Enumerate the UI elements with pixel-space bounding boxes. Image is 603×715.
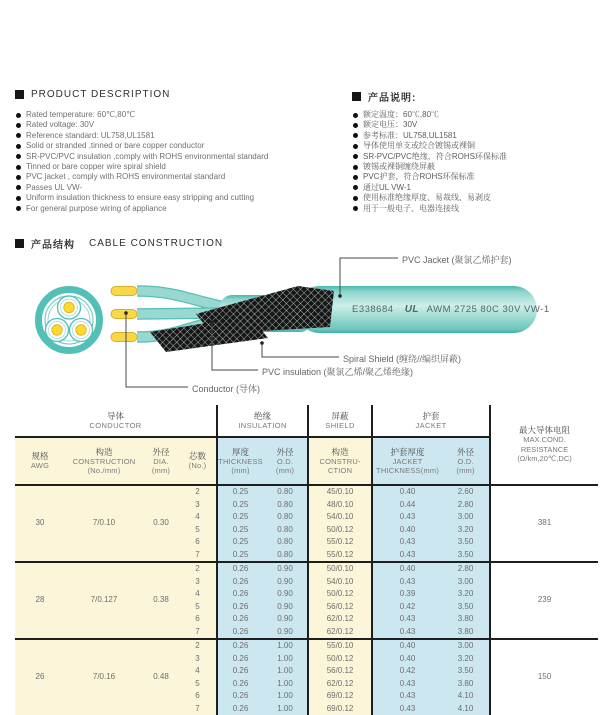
cell-cores: 4 <box>179 511 217 524</box>
group-header-row <box>15 405 598 437</box>
section-marker-icon <box>352 92 361 101</box>
cell-jacket-od: 4.10 <box>442 703 490 715</box>
cell-ins-thickness: 0.25 <box>217 536 263 549</box>
bullet-text: 额定电压：30V <box>363 120 417 130</box>
cell-jacket-thickness: 0.39 <box>372 588 442 601</box>
bullet-icon <box>16 144 21 149</box>
cell-shield-construction: 48/0.10 <box>308 499 372 512</box>
resistance-header <box>490 405 598 485</box>
cell-ins-od: 0.90 <box>263 588 308 601</box>
cell-shield-construction: 54/0.10 <box>308 511 372 524</box>
cell-ins-od: 0.80 <box>263 549 308 563</box>
bullet-icon <box>353 133 358 138</box>
cell-ins-od: 0.90 <box>263 576 308 589</box>
cell-jacket-thickness: 0.43 <box>372 549 442 563</box>
cell-shield-construction: 50/0.12 <box>308 524 372 537</box>
bullet-item <box>353 131 507 141</box>
cell-jacket-od: 3.20 <box>442 524 490 537</box>
bullet-item <box>353 204 507 214</box>
cell-cores: 6 <box>179 536 217 549</box>
cell-jacket-thickness: 0.40 <box>372 653 442 666</box>
cell-ins-od: 0.80 <box>263 485 308 499</box>
cell-ins-od: 1.00 <box>263 703 308 715</box>
cell-jacket-thickness: 0.43 <box>372 613 442 626</box>
bullet-item <box>353 110 507 120</box>
bullet-icon <box>16 133 21 138</box>
cell-shield-construction: 45/0.10 <box>308 485 372 499</box>
cell-jacket-thickness: 0.42 <box>372 665 442 678</box>
col-header-ins-thickness: 厚度 THICKNESS (mm) <box>217 437 263 485</box>
cell-jacket-thickness: 0.40 <box>372 485 442 499</box>
cell-shield-construction: 62/0.12 <box>308 626 372 640</box>
ul-mark-icon: UL <box>405 304 419 315</box>
product-description-list <box>16 110 268 214</box>
col-header-cores: 芯数 (No.) <box>179 437 217 485</box>
cell-shield-construction: 69/0.12 <box>308 703 372 715</box>
bullet-icon <box>353 175 358 180</box>
cell-jacket-thickness: 0.43 <box>372 536 442 549</box>
shield-label: Spiral Shield (缠绕//编织屏蔽) <box>343 352 461 365</box>
group-title-en: JACKET <box>373 421 489 431</box>
cell-jacket-thickness: 0.40 <box>372 524 442 537</box>
bullet-text: PVC护套，符合ROHS环保标准 <box>363 172 475 182</box>
cell-shield-construction: 50/0.10 <box>308 562 372 576</box>
bullet-text: Rated temperature: 60℃,80℃ <box>26 110 135 120</box>
bullet-text: 使用标准绝缘厚度、易裁线、易剥皮 <box>363 193 491 203</box>
group-header-shield <box>308 405 372 437</box>
cell-awg: 26 <box>15 639 65 715</box>
cell-cores: 7 <box>179 626 217 640</box>
bullet-text: Reference standard: UL758,UL1581 <box>26 131 155 141</box>
cell-construction: 7/0.127 <box>65 562 143 639</box>
cell-ins-thickness: 0.26 <box>217 703 263 715</box>
cell-jacket-od: 2.80 <box>442 499 490 512</box>
group-title-en: SHIELD <box>309 421 371 431</box>
construction-title-en: CABLE CONSTRUCTION <box>89 238 223 249</box>
conductor-tips <box>111 287 137 342</box>
cell-jacket-thickness: 0.40 <box>372 562 442 576</box>
cell-cores: 5 <box>179 678 217 691</box>
bullet-item <box>16 131 268 141</box>
cell-jacket-od: 3.50 <box>442 536 490 549</box>
product-notes-list <box>353 110 507 214</box>
product-notes-title: 产品说明: <box>368 89 416 104</box>
bullet-text: 通过UL VW-1 <box>363 183 411 193</box>
cell-cores: 5 <box>179 601 217 614</box>
cell-ins-od: 0.90 <box>263 562 308 576</box>
group-title-cn: 护套 <box>373 411 489 421</box>
cell-construction: 7/0.10 <box>65 485 143 562</box>
cell-shield-construction: 69/0.12 <box>308 690 372 703</box>
bullet-item <box>353 162 507 172</box>
cell-jacket-od: 3.00 <box>442 511 490 524</box>
cell-shield-construction: 50/0.12 <box>308 653 372 666</box>
cell-jacket-od: 3.80 <box>442 626 490 640</box>
bullet-item <box>353 152 507 162</box>
group-title-cn: 导体 <box>15 411 216 421</box>
cell-jacket-od: 3.50 <box>442 601 490 614</box>
cell-ins-od: 1.00 <box>263 678 308 691</box>
cell-ins-thickness: 0.26 <box>217 653 263 666</box>
cell-dia: 0.30 <box>143 485 179 562</box>
bullet-item <box>16 204 268 214</box>
section-marker-icon <box>15 239 24 248</box>
jacket-label: PVC Jacket (聚氯乙烯护套) <box>402 253 512 266</box>
bullet-text: 参考标准：UL758,UL1581 <box>363 131 457 141</box>
bullet-text: For general purpose wiring of appliance <box>26 204 167 214</box>
stripped-cable-illustration <box>111 286 537 352</box>
cell-jacket-od: 2.80 <box>442 562 490 576</box>
cell-cores: 6 <box>179 613 217 626</box>
cell-ins-thickness: 0.25 <box>217 524 263 537</box>
cell-jacket-od: 4.10 <box>442 690 490 703</box>
cable-print-legend <box>352 304 550 315</box>
cell-shield-construction: 50/0.12 <box>308 588 372 601</box>
bullet-icon <box>353 165 358 170</box>
cell-jacket-od: 3.50 <box>442 665 490 678</box>
cell-shield-construction: 62/0.12 <box>308 678 372 691</box>
awg-group <box>15 562 598 639</box>
cell-ins-od: 0.80 <box>263 499 308 512</box>
cell-jacket-thickness: 0.43 <box>372 678 442 691</box>
cell-jacket-od: 3.80 <box>442 613 490 626</box>
cell-ins-od: 1.00 <box>263 690 308 703</box>
cell-jacket-od: 3.20 <box>442 588 490 601</box>
cell-ins-od: 1.00 <box>263 653 308 666</box>
awg-group <box>15 485 598 562</box>
cell-awg: 28 <box>15 562 65 639</box>
bullet-text: SR-PVC/PVC绝缘，符合ROHS环保标准 <box>363 152 507 162</box>
bullet-item <box>16 172 268 182</box>
cell-ins-thickness: 0.25 <box>217 485 263 499</box>
group-title-cn: 绝缘 <box>218 411 307 421</box>
cell-cores: 6 <box>179 690 217 703</box>
cell-jacket-thickness: 0.43 <box>372 626 442 640</box>
cell-dia: 0.48 <box>143 639 179 715</box>
group-header-conductor <box>15 405 217 437</box>
col-header-shield-construction: 构造 CONSTRU- CTION <box>308 437 372 485</box>
bullet-icon <box>353 154 358 159</box>
cell-awg: 30 <box>15 485 65 562</box>
bullet-text: 导体使用单支或绞合镀锡或裸铜 <box>363 141 475 151</box>
cell-ins-thickness: 0.25 <box>217 549 263 563</box>
bullet-text: 额定温度：60℃,80℃ <box>363 110 439 120</box>
spec-table <box>15 405 598 715</box>
insulation-label: PVC insulation (聚氯乙烯/聚乙烯绝缘) <box>262 365 413 378</box>
cell-cores: 7 <box>179 703 217 715</box>
bullet-text: Solid or stranded ,tinned or bare copper conductor <box>26 141 204 151</box>
cell-ins-thickness: 0.26 <box>217 678 263 691</box>
cell-ins-od: 0.80 <box>263 524 308 537</box>
cell-jacket-thickness: 0.43 <box>372 576 442 589</box>
resistance-header-unit: (Ω/km,20℃,DC) <box>491 454 598 464</box>
bullet-icon <box>16 154 21 159</box>
cell-dia: 0.38 <box>143 562 179 639</box>
bullet-item <box>16 120 268 130</box>
cell-ins-od: 1.00 <box>263 665 308 678</box>
bullet-text: 镀锡或裸铜缠绕屏蔽 <box>363 162 435 172</box>
cell-cores: 4 <box>179 665 217 678</box>
cell-cores: 2 <box>179 562 217 576</box>
cell-jacket-od: 3.80 <box>442 678 490 691</box>
cell-shield-construction: 56/0.12 <box>308 665 372 678</box>
bullet-icon <box>16 113 21 118</box>
cable-cross-section-icon <box>39 290 100 351</box>
bullet-item <box>16 152 268 162</box>
col-header-awg: 规格 AWG <box>15 437 65 485</box>
cell-shield-construction: 55/0.12 <box>308 536 372 549</box>
cell-ins-thickness: 0.25 <box>217 511 263 524</box>
table-row <box>15 485 598 499</box>
cable-spec-print: AWM 2725 80C 30V VW-1 <box>427 304 550 315</box>
awg-group <box>15 639 598 715</box>
col-header-construction: 构造 CONSTRUCTION (No./mm) <box>65 437 143 485</box>
group-title-en: INSULATION <box>218 421 307 431</box>
cell-ins-thickness: 0.26 <box>217 626 263 640</box>
cell-jacket-thickness: 0.44 <box>372 499 442 512</box>
col-header-ins-od: 外径 O.D. (mm) <box>263 437 308 485</box>
bullet-text: PVC jacket , comply with ROHS environmental standard <box>26 172 225 182</box>
cell-ins-od: 0.90 <box>263 626 308 640</box>
cell-jacket-thickness: 0.43 <box>372 511 442 524</box>
cell-ins-od: 0.80 <box>263 536 308 549</box>
cell-ins-thickness: 0.26 <box>217 588 263 601</box>
bullet-icon <box>353 113 358 118</box>
group-title-en: CONDUCTOR <box>15 421 216 431</box>
cell-ins-thickness: 0.25 <box>217 499 263 512</box>
bullet-item <box>16 183 268 193</box>
bullet-text: SR-PVC/PVC insulation ,comply with ROHS environmental standard <box>26 152 268 162</box>
bullet-text: Rated voltage: 30V <box>26 120 94 130</box>
bullet-item <box>353 193 507 203</box>
bullet-icon <box>16 165 21 170</box>
group-header-insulation <box>217 405 308 437</box>
bullet-icon <box>353 123 358 128</box>
bullet-icon <box>353 206 358 211</box>
cell-jacket-od: 2.60 <box>442 485 490 499</box>
bullet-item <box>353 141 507 151</box>
bullet-item <box>353 120 507 130</box>
cell-ins-thickness: 0.26 <box>217 665 263 678</box>
cell-cores: 3 <box>179 576 217 589</box>
group-header-jacket <box>372 405 490 437</box>
bullet-icon <box>16 123 21 128</box>
col-header-dia: 外径 DIA. (mm) <box>143 437 179 485</box>
cell-shield-construction: 54/0.10 <box>308 576 372 589</box>
conductor-label: Conductor (导体) <box>192 382 260 395</box>
cell-resistance: 239 <box>490 562 598 639</box>
cell-cores: 3 <box>179 653 217 666</box>
col-header-jacket-thickness: 护套厚度 JACKET THICKNESS(mm) <box>372 437 442 485</box>
cell-cores: 7 <box>179 549 217 563</box>
bullet-text: Uniform insulation thickness to ensure easy stripping and cutting <box>26 193 254 203</box>
bullet-icon <box>353 185 358 190</box>
cell-resistance: 381 <box>490 485 598 562</box>
cell-jacket-od: 3.50 <box>442 549 490 563</box>
group-title-cn: 屏蔽 <box>309 411 371 421</box>
cell-shield-construction: 56/0.12 <box>308 601 372 614</box>
shield-leader-line <box>262 343 339 357</box>
cell-jacket-thickness: 0.43 <box>372 703 442 715</box>
resistance-header-cn: 最大导体电阻 <box>491 425 598 435</box>
resistance-header-en: RESISTANCE <box>491 445 598 455</box>
cell-construction: 7/0.16 <box>65 639 143 715</box>
bullet-icon <box>16 206 21 211</box>
bullet-item <box>16 141 268 151</box>
bullet-icon <box>16 196 21 201</box>
bullet-item <box>16 162 268 172</box>
cell-ins-od: 0.80 <box>263 511 308 524</box>
product-description-title: PRODUCT DESCRIPTION <box>31 89 170 100</box>
construction-title-cn: 产品结构 <box>31 236 75 251</box>
bullet-icon <box>353 144 358 149</box>
cell-ins-thickness: 0.26 <box>217 690 263 703</box>
cell-jacket-thickness: 0.43 <box>372 690 442 703</box>
cell-ins-od: 0.90 <box>263 601 308 614</box>
cell-cores: 2 <box>179 639 217 653</box>
cable-construction-heading <box>15 236 223 251</box>
product-description-heading <box>15 89 170 100</box>
cell-ins-thickness: 0.26 <box>217 613 263 626</box>
bullet-text: Passes UL VW- <box>26 183 82 193</box>
cell-jacket-od: 3.00 <box>442 639 490 653</box>
bullet-item <box>16 110 268 120</box>
cell-ins-thickness: 0.26 <box>217 562 263 576</box>
cable-cert-number: E338684 <box>352 304 394 315</box>
cell-jacket-thickness: 0.40 <box>372 639 442 653</box>
cell-cores: 3 <box>179 499 217 512</box>
cell-ins-thickness: 0.26 <box>217 601 263 614</box>
col-header-jacket-od: 外径 O.D. (mm) <box>442 437 490 485</box>
table-row <box>15 639 598 653</box>
cell-jacket-od: 3.00 <box>442 576 490 589</box>
cell-cores: 5 <box>179 524 217 537</box>
section-marker-icon <box>15 90 24 99</box>
bullet-icon <box>353 196 358 201</box>
resistance-header-en: MAX.COND. <box>491 435 598 445</box>
bullet-item <box>353 172 507 182</box>
bullet-item <box>353 183 507 193</box>
cell-ins-od: 0.90 <box>263 613 308 626</box>
table-row <box>15 562 598 576</box>
cell-ins-thickness: 0.26 <box>217 639 263 653</box>
cell-ins-thickness: 0.26 <box>217 576 263 589</box>
cell-cores: 4 <box>179 588 217 601</box>
bullet-icon <box>16 175 21 180</box>
bullet-item <box>16 193 268 203</box>
cell-shield-construction: 62/0.12 <box>308 613 372 626</box>
bullet-icon <box>16 185 21 190</box>
cell-cores: 2 <box>179 485 217 499</box>
bullet-text: 用于一般电子、电器连接线 <box>363 204 459 214</box>
cell-shield-construction: 55/0.12 <box>308 549 372 563</box>
cell-jacket-thickness: 0.42 <box>372 601 442 614</box>
bullet-text: Tinned or bare copper wire spiral shield <box>26 162 166 172</box>
product-notes-heading <box>352 89 416 104</box>
cell-jacket-od: 3.20 <box>442 653 490 666</box>
cell-resistance: 150 <box>490 639 598 715</box>
cell-shield-construction: 55/0.10 <box>308 639 372 653</box>
cell-ins-od: 1.00 <box>263 639 308 653</box>
